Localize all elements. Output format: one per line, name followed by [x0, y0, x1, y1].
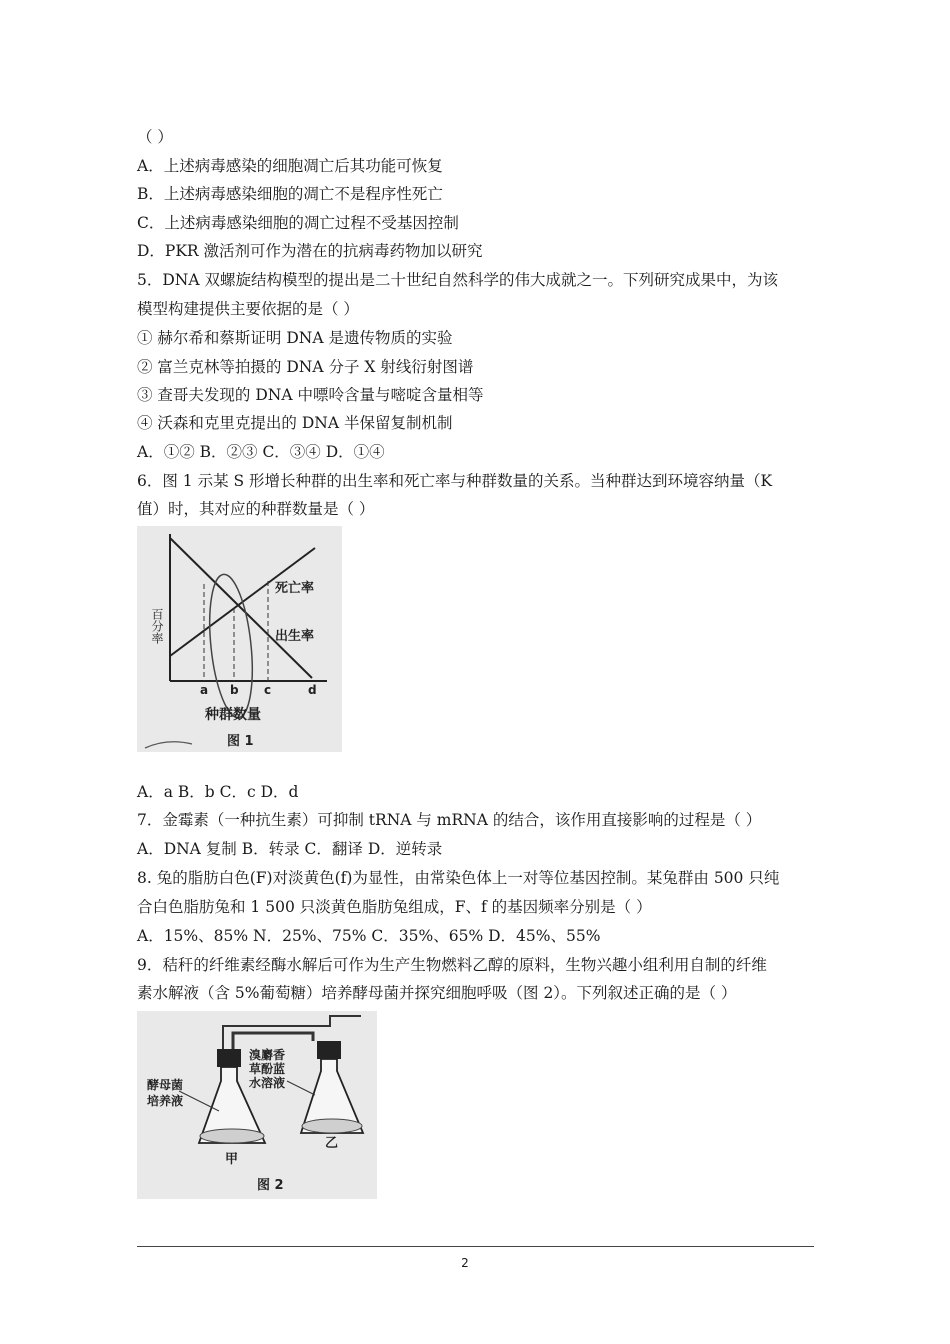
q9-stem-1: 9．秸秆的纤维素经酶水解后可作为生产生物燃料乙醇的原料，生物兴趣小组利用自制的纤维 — [137, 956, 767, 974]
death-rate-label: 死亡率 — [275, 581, 315, 596]
q5-stem-1: 5．DNA 双螺旋结构模型的提出是二十世纪自然科学的伟大成就之一。下列研究成果中，为该 — [137, 271, 778, 289]
birth-rate-line — [170, 538, 315, 678]
tick-b: b — [230, 683, 239, 697]
q9-stem-2: 素水解液（含 5%葡萄糖）培养酵母菌并探究细胞呼吸（图 2）。下列叙述正确的是（ ） — [137, 984, 737, 1002]
figure-2-caption: 图 2 — [257, 1178, 284, 1193]
connecting-tube — [233, 1033, 313, 1049]
q8-stem-1: 8. 兔的脂肪白色(F)对淡黄色(f)为显性，由常染色体上一对等位基因控制。某兔群由 500 只纯 — [137, 869, 780, 887]
q4-bracket: （ ） — [137, 128, 173, 146]
q5-item-1: ① 赫尔希和蔡斯证明 DNA 是遗传物质的实验 — [137, 329, 453, 347]
right-pointer — [287, 1081, 315, 1095]
q4-option-d: D．PKR 激活剂可作为潜在的抗病毒药物加以研究 — [137, 242, 483, 260]
figure-1 — [137, 526, 342, 752]
flask-left-label: 甲 — [225, 1152, 239, 1167]
q5-item-3: ③ 查哥夫发现的 DNA 中嘌呤含量与嘧啶含量相等 — [137, 386, 484, 404]
tick-a: a — [200, 683, 209, 697]
q5-stem-2: 模型构建提供主要依据的是（ ） — [137, 300, 359, 318]
q7-options: A．DNA 复制 B．转录 C．翻译 D．逆转录 — [137, 840, 443, 858]
left-liquid — [200, 1129, 264, 1143]
right-stopper — [317, 1041, 341, 1059]
q5-options: A．①② B．②③ C．③④ D．①④ — [137, 443, 385, 461]
page-number: 2 — [461, 1256, 469, 1270]
q5-item-4: ④ 沃森和克里克提出的 DNA 半保留复制机制 — [137, 414, 453, 432]
q4-option-c: C．上述病毒感染细胞的凋亡过程不受基因控制 — [137, 214, 459, 232]
birth-rate-label: 出生率 — [275, 629, 315, 644]
figure-2-apparatus — [137, 1011, 377, 1199]
pen-stroke-mark — [145, 742, 192, 748]
right-liquid — [302, 1119, 362, 1133]
q7-stem: 7．金霉素（一种抗生素）可抑制 tRNA 与 mRNA 的结合，该作用直接影响的过程是（ ） — [137, 811, 762, 829]
q5-item-2: ② 富兰克林等拍摄的 DNA 分子 X 射线衍射图谱 — [137, 358, 474, 376]
footer-divider — [137, 1246, 814, 1247]
y-axis-label: 百分率 — [150, 608, 164, 644]
tick-c: c — [264, 683, 272, 697]
q8-stem-2: 合白色脂肪兔和 1 500 只淡黄色脂肪兔组成，F、f 的基因频率分别是（ ） — [137, 898, 652, 916]
left-stopper — [217, 1049, 241, 1067]
q8-options: A．15%、85% N．25%、75% C．35%、65% D．45%、55% — [137, 927, 601, 945]
q6-stem-2: 值）时，其对应的种群数量是（ ） — [137, 500, 375, 518]
left-label-2: 培养液 — [147, 1094, 184, 1108]
q4-option-a: A．上述病毒感染的细胞凋亡后其功能可恢复 — [137, 157, 443, 175]
q6-stem-1: 6．图 1 示某 S 形增长种群的出生率和死亡率与种群数量的关系。当种群达到环境容纳量（K — [137, 472, 773, 490]
right-label-3: 水溶液 — [249, 1076, 286, 1090]
x-axis-label: 种群数量 — [205, 707, 261, 723]
pen-circle-mark — [204, 572, 259, 719]
q6-options: A．a B．b C．c D．d — [137, 783, 299, 801]
tick-d: d — [308, 683, 317, 697]
right-label-2: 草酚蓝 — [249, 1062, 286, 1076]
flask-right-label: 乙 — [325, 1136, 339, 1151]
q4-option-b: B．上述病毒感染细胞的凋亡不是程序性死亡 — [137, 185, 443, 203]
right-label-1: 溴麝香 — [249, 1048, 286, 1062]
figure-1-caption: 图 1 — [227, 734, 254, 749]
left-label-1: 酵母菌 — [147, 1078, 184, 1092]
figure-1-graph — [137, 526, 342, 752]
figure-2 — [137, 1011, 377, 1199]
